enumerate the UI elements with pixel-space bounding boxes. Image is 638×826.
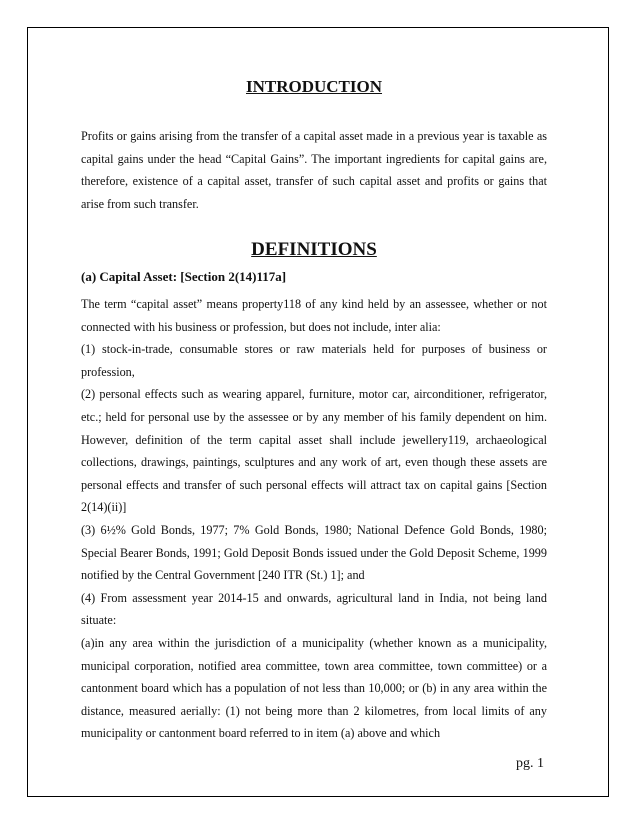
- definition-paragraph: (2) personal effects such as wearing apparel, furniture, motor car, airconditioner, refrigerator, etc.; held for personal use by the assessee or by any member of his family dependent on him. However, definition of the term capital asset shall include jewellery119, archaeological collections, drawings, paintings, sculptures and any work of art, even though these assets are personal effects and transfer of such personal effects will attract tax on capital gains [Section 2(14)(ii)]: [81, 387, 547, 515]
- definitions-text: [81, 293, 547, 745]
- definition-paragraph: (4) From assessment year 2014-15 and onwards, agricultural land in India, not being land situate:: [81, 590, 547, 628]
- page-number: pg. 1: [516, 756, 544, 771]
- capital-asset-heading: (a) Capital Asset: [Section 2(14)117a]: [81, 269, 287, 284]
- introduction-paragraph: Profits or gains arising from the transfer of a capital asset made in a previous year is taxable as capital gains under the head “Capital Gains”. The important ingredients for capital gains are, therefore, existence of a capital asset, transfer of such capital asset and profits or gains that arise from such transfer.: [81, 129, 547, 211]
- definition-paragraph: (a)in any area within the jurisdiction of a municipality (whether known as a municipality, municipal corporation, notified area committee, town area committee, town committee) or a cantonment board which has a population of not less than 10,000; or (b) in any area within the distance, measured aerially: (1) not being more than 2 kilometres, from local limits of any municipality or cantonment board referred to in item (a) above and which: [81, 635, 547, 741]
- definitions-heading: DEFINITIONS: [251, 239, 377, 260]
- definition-paragraph: (3) 6½% Gold Bonds, 1977; 7% Gold Bonds, 1980; National Defence Gold Bonds, 1980; Special Bearer Bonds, 1991; Gold Deposit Bonds issued under the Gold Deposit Scheme, 1999 notified by the Central Government [240 ITR (St.) 1]; and: [81, 522, 547, 583]
- definition-paragraph: The term “capital asset” means property118 of any kind held by an assessee, whether or not connected with his business or profession, but does not include, inter alia:: [81, 297, 547, 334]
- introduction-heading: INTRODUCTION: [245, 77, 383, 96]
- definition-paragraph: (1) stock-in-trade, consumable stores or raw materials held for purposes of business or profession,: [81, 342, 547, 379]
